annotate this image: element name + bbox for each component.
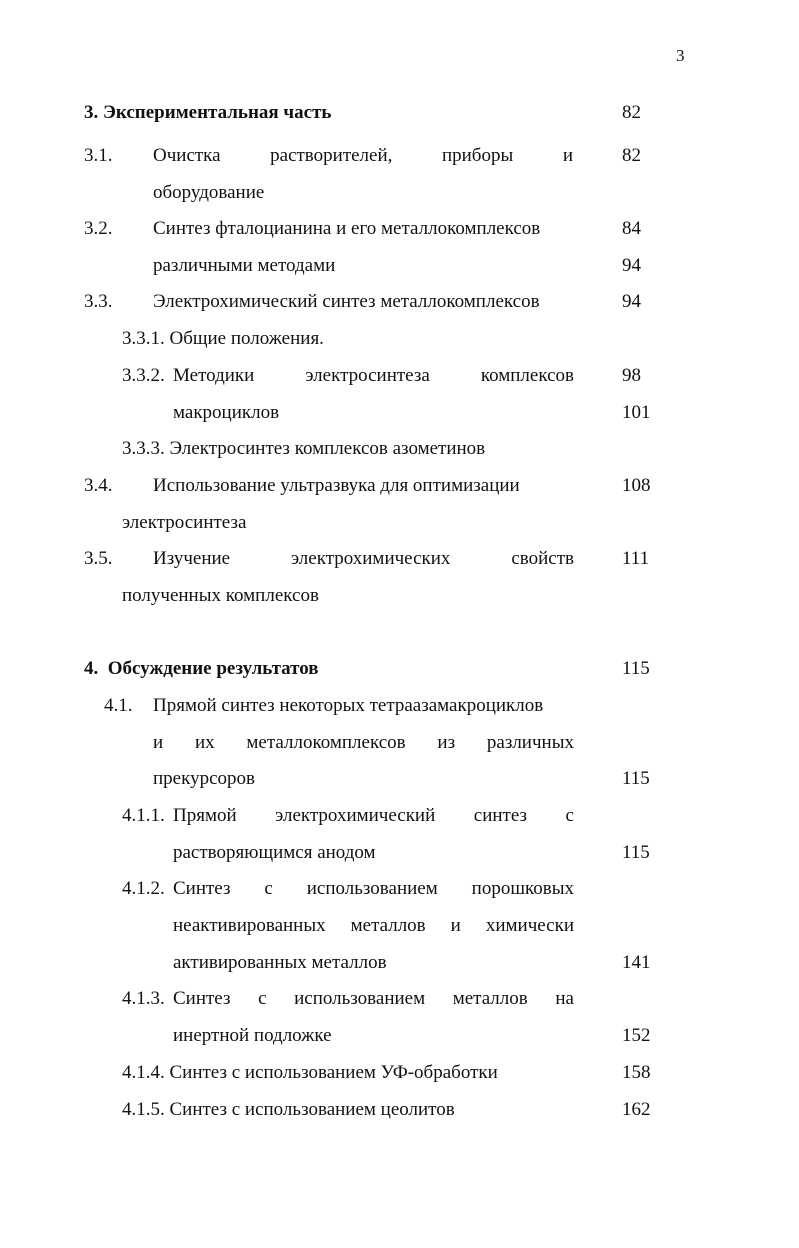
section-4-1-line1: Прямой синтез некоторых тетраазамакроциклов	[153, 695, 544, 716]
section-3-4-line1: Использование ультразвука для оптимизации	[153, 475, 520, 496]
toc-word: комплексов	[480, 365, 574, 386]
section-3-3-line1: Электрохимический синтез металлокомплексов	[153, 291, 540, 312]
section-4-1-2-line1	[173, 878, 574, 900]
section-4-1-line2	[153, 732, 574, 754]
toc-word: Изучение	[153, 548, 231, 569]
section-3-5-line1	[153, 548, 574, 570]
toc-word: и	[562, 145, 573, 166]
toc-word: использованием	[306, 878, 438, 899]
toc-word: металлокомплексов	[246, 732, 406, 753]
section-3-3-2-page2: 101	[622, 402, 651, 423]
toc-word: Синтез	[173, 878, 231, 899]
section-4-1-3-page: 152	[622, 1025, 651, 1046]
toc-word: электрохимический	[275, 805, 436, 826]
section-4-1-5-page: 162	[622, 1099, 651, 1120]
section-3-5-line2: полученных комплексов	[122, 585, 319, 606]
section-4-1-5: 4.1.5. Синтез с использованием цеолитов	[122, 1099, 455, 1120]
section-3-5-page: 111	[622, 548, 650, 569]
section-4-1-number: 4.1.	[104, 695, 133, 716]
toc-word: свойств	[511, 548, 574, 569]
toc-word: на	[555, 988, 574, 1009]
toc-word: химически	[485, 915, 574, 936]
section-3-2-line2: различными методами	[153, 255, 336, 276]
toc-word: порошковых	[471, 878, 574, 899]
toc-word: использованием	[294, 988, 426, 1009]
section-4-1-1-number: 4.1.1.	[122, 805, 165, 826]
section-4-page: 115	[622, 658, 650, 679]
section-4-1-3-number: 4.1.3.	[122, 988, 165, 1009]
section-3-3-3: 3.3.3. Электросинтез комплексов азометинов	[122, 438, 486, 459]
page-number: 3	[676, 46, 685, 65]
section-3-3-number: 3.3.	[84, 291, 113, 312]
section-3-4-number: 3.4.	[84, 475, 113, 496]
section-3-2-number: 3.2.	[84, 218, 113, 239]
section-3-3-1: 3.3.1. Общие положения.	[122, 328, 324, 349]
toc-word: с	[565, 805, 574, 826]
toc-word: электрохимических	[291, 548, 451, 569]
section-3-3-2-page1: 98	[622, 365, 641, 386]
toc-word: их	[194, 732, 215, 753]
section-3-page: 82	[622, 102, 641, 123]
toc-word: Очистка	[153, 145, 221, 166]
section-3-1-line1	[153, 145, 573, 167]
section-3-1-number: 3.1.	[84, 145, 113, 166]
section-3-1-line2: оборудование	[153, 182, 265, 203]
section-3-title: 3. Экспериментальная часть	[84, 102, 332, 123]
toc-word: металлов	[452, 988, 528, 1009]
section-4-1-2-number: 4.1.2.	[122, 878, 165, 899]
toc-word: различных	[486, 732, 574, 753]
toc-word: Методики	[173, 365, 255, 386]
section-3-5-number: 3.5.	[84, 548, 113, 569]
section-4-1-2-line2	[173, 915, 574, 937]
toc-word: неактивированных	[173, 915, 326, 936]
section-4-1-2-line3: активированных металлов	[173, 952, 387, 973]
toc-word: Прямой	[173, 805, 237, 826]
section-4-1-1-line2: растворяющимся анодом	[173, 842, 376, 863]
section-3-3-2-line2: макроциклов	[173, 402, 280, 423]
toc-word: с	[264, 878, 273, 899]
toc-word: металлов	[350, 915, 426, 936]
toc-word: с	[258, 988, 267, 1009]
section-4-1-1-line1	[173, 805, 574, 827]
toc-word: Синтез	[173, 988, 231, 1009]
section-4-title: 4. Обсуждение результатов	[84, 658, 319, 679]
section-3-3-page: 94	[622, 291, 641, 312]
section-3-2-line1: Синтез фталоцианина и его металлокомплексов	[153, 218, 541, 239]
section-3-3-2-line1	[173, 365, 574, 387]
toc-word: из	[437, 732, 456, 753]
toc-word: приборы	[441, 145, 514, 166]
section-3-3-2-number: 3.3.2.	[122, 365, 165, 386]
section-4-1-1-page: 115	[622, 842, 650, 863]
section-4-1-line3: прекурсоров	[153, 768, 255, 789]
section-4-1-4: 4.1.4. Синтез с использованием УФ-обработки	[122, 1062, 498, 1083]
toc-word: растворителей,	[270, 145, 393, 166]
section-3-2-page2: 94	[622, 255, 641, 276]
toc-word: синтез	[473, 805, 528, 826]
section-4-1-page: 115	[622, 768, 650, 789]
section-3-1-page: 82	[622, 145, 641, 166]
toc-word: электросинтеза	[305, 365, 430, 386]
section-4-1-2-page: 141	[622, 952, 651, 973]
section-3-2-page1: 84	[622, 218, 641, 239]
toc-word: и	[153, 732, 164, 753]
section-4-1-3-line2: инертной подложке	[173, 1025, 332, 1046]
section-3-4-line2: электросинтеза	[122, 512, 247, 533]
section-4-1-4-page: 158	[622, 1062, 651, 1083]
toc-word: и	[450, 915, 461, 936]
section-4-1-3-line1	[173, 988, 574, 1010]
section-3-4-page: 108	[622, 475, 651, 496]
